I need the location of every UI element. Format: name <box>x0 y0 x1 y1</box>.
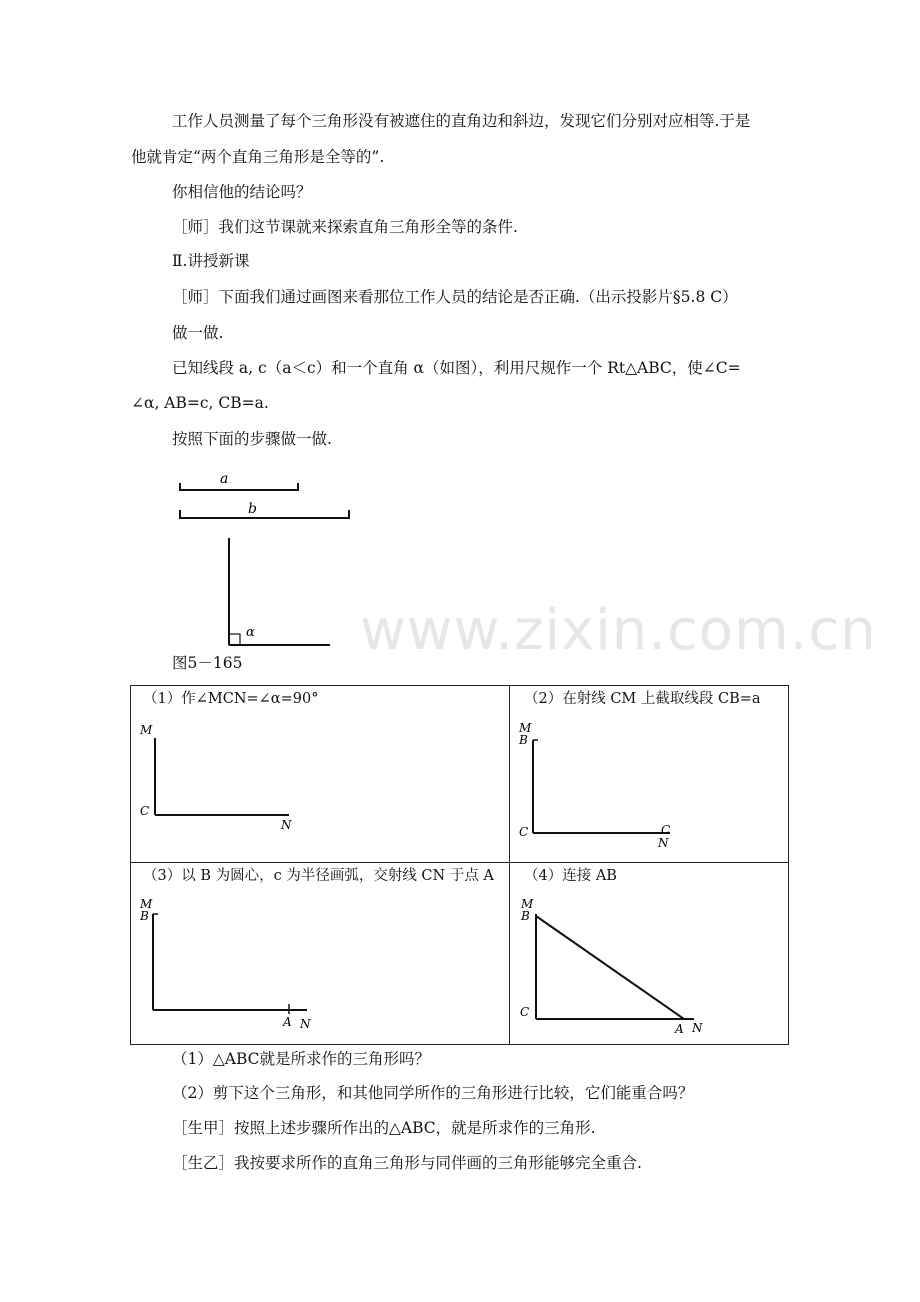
segment-b-label: b <box>248 501 257 517</box>
step-2-label-B: B <box>519 733 528 747</box>
step-3-label-B: B <box>140 909 149 923</box>
step-4-label-N: N <box>692 1021 703 1035</box>
question-2: （2）剪下这个三角形，和其他同学所作的三角形进行比较，它们能重合吗？ <box>172 1084 694 1102</box>
paragraph-2: 你相信他的结论吗？ <box>172 183 312 201</box>
step-4-label-A: A <box>675 1022 684 1036</box>
step-1-diagram <box>131 710 509 860</box>
paragraph-3: ［师］我们这节课就来探索直角三角形全等的条件. <box>172 218 518 236</box>
construction-steps-table <box>130 685 789 1045</box>
step-2-diagram <box>510 710 790 860</box>
step-2-caption: （2）在射线 CM 上截取线段 CB=a <box>524 691 761 707</box>
step-2-label-C-mark: C <box>661 823 671 837</box>
step-4-label-C: C <box>520 1005 530 1019</box>
step-4-label-M: M <box>521 897 534 911</box>
paragraph-7-line-1: 已知线段 a, c（a＜c）和一个直角 α（如图），利用尺规作一个 Rt△ABC，使∠C= <box>172 359 741 377</box>
paragraph-5: ［师］下面我们通过画图来看那位工作人员的结论是否正确.（出示投影片§5.8 C） <box>172 288 738 306</box>
step-4-caption: （4）连接 AB <box>524 868 617 884</box>
step-3-label-A: A <box>283 1015 292 1029</box>
paragraph-1-line-1: 工作人员测量了每个三角形没有被遮住的直角边和斜边，发现它们分别对应相等.于是 <box>172 112 751 130</box>
given-figure <box>170 462 370 658</box>
step-3-label-N: N <box>300 1017 311 1031</box>
figure-caption: 图5－165 <box>172 654 243 672</box>
step-2-label-C: C <box>519 825 529 839</box>
step-3-diagram <box>131 886 509 1046</box>
step-1-label-C: C <box>140 804 150 818</box>
paragraph-6: 做一做. <box>172 324 224 342</box>
step-4-label-B: B <box>521 909 530 923</box>
step-1-label-M: M <box>140 723 153 737</box>
table-divider-horizontal <box>131 862 788 863</box>
step-2-label-N: N <box>658 836 669 850</box>
paragraph-1-line-2: 他就肯定“两个直角三角形是全等的”. <box>131 148 385 166</box>
question-1: （1）△ABC就是所求作的三角形吗？ <box>172 1050 431 1068</box>
section-heading: Ⅱ.讲授新课 <box>172 252 250 270</box>
step-3-label-M: M <box>140 897 153 911</box>
segment-a-label: a <box>220 471 229 487</box>
watermark: www.zixin.com.cn <box>360 598 877 663</box>
paragraph-8: 按照下面的步骤做一做. <box>172 430 332 448</box>
step-1-label-N: N <box>281 818 292 832</box>
step-4-diagram <box>510 886 790 1046</box>
step-1-caption: （1）作∠MCN=∠α=90° <box>143 691 319 707</box>
student-answer-2: ［生乙］我按要求所作的直角三角形与同伴画的三角形能够完全重合. <box>172 1154 642 1172</box>
student-answer-1: ［生甲］按照上述步骤所作出的△ABC，就是所求作的三角形. <box>172 1119 596 1137</box>
paragraph-7-line-2: ∠α, AB=c, CB=a. <box>131 394 269 412</box>
angle-alpha-label: α <box>246 625 255 640</box>
step-3-caption: （3）以 B 为圆心，c 为半径画弧，交射线 CN 于点 A <box>143 868 494 884</box>
step-2-label-M: M <box>519 721 532 735</box>
